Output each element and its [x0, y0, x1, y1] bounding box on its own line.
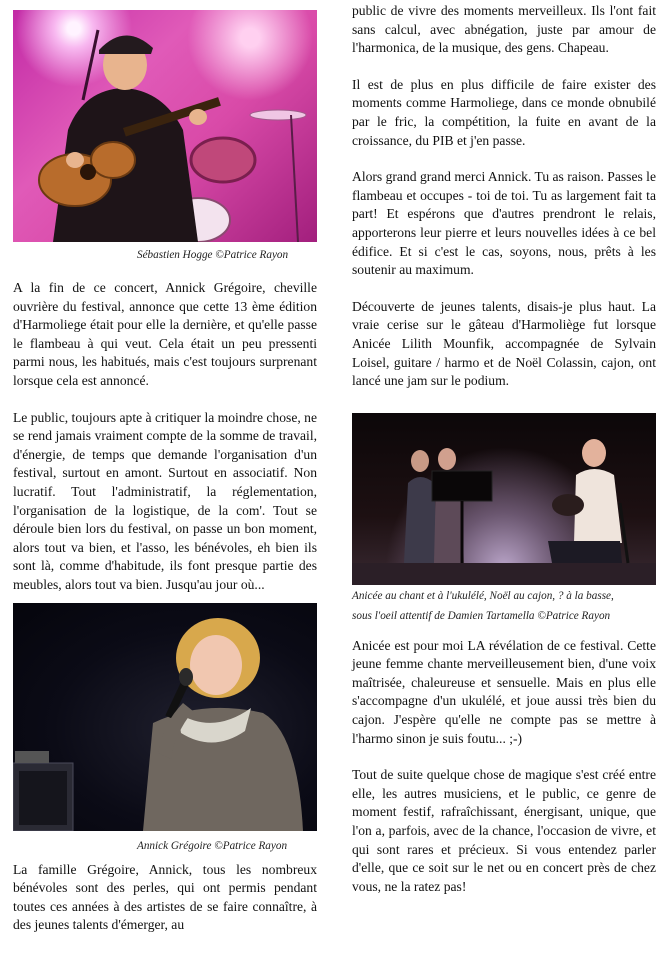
paragraph-difficult-times: Il est de plus en plus difficile de faire exister des moments comme Harmoliege, dans ce monde obnubilé par le fric, la compétition, la fuite en avant de la croissance, du PIB et j'en passe.: [352, 76, 656, 148]
paragraph-young-talents: Découverte de jeunes talents, disais-je plus haut. La vraie cerise sur le gâteau d'Harmoliège fut lorsque Anicée Lilith Mounfik, accompagnée de Sylvain Loisel, guitare / harmo et de Noël Colassin, cajon, ont lancé une jam sur le podium.: [352, 298, 656, 389]
right-column: [352, 2, 656, 896]
caption-anicee-band: [352, 589, 656, 623]
photo-annick-gregoire: [13, 603, 317, 831]
photo-annick-gregoire-illustration: [13, 603, 317, 831]
paragraph-public-work: Le public, toujours apte à critiquer la moindre chose, ne se rend jamais vraiment compte de la somme de travail, d'énergie, de temps que demande l'organisation d'un festival, surtout en amont. Surtout en associatif. Non lucratif. Tout l'administratif, la réglementation, l'organisation de la logistique, de la com'. Tout se déroule bien lors du festival, on passe un bon moment, alors tout va bien, et l'asso, les bénévoles, eh bien ils sont là, comme d'habitude, ils font presque partie des meubles, alors tout va bien. Jusqu'au jour où...: [13, 409, 317, 592]
photo-sebastien-hogge-illustration: [13, 10, 317, 242]
caption-anicee-band-line1: Anicée au chant et à l'ukulélé, Noël au cajon, ? à la basse,: [352, 589, 614, 602]
paragraph-thanks-annick: Alors grand grand merci Annick. Tu as raison. Passes le flambeau et occupes - toi de toi. Tu as largement fait ta part! Et espérons que d'autres prendront le relais, apporterons leur pierre et leurs nouvelles idées à ce bel édifice. Et si c'est le cas, soyons, nous, prêts à les soutenir au maximum.: [352, 169, 656, 278]
paragraph-magic-moment: Tout de suite quelque chose de magique s'est créé entre elle, les autres musiciens, et le public, ce genre de moment festif, rafraîchissant, énergisant, unique, que l'on a, parfois, avec de la chance, l'occasion de vivre, et qui sont rares et précieux. Si vous entendez parler d'elle, que ce soit sur le net ou en concert près de chez vous, ne la ratez pas!: [352, 767, 656, 894]
caption-annick-gregoire: Annick Grégoire ©Patrice Rayon: [137, 839, 288, 852]
paragraph-gregoire-family: La famille Grégoire, Annick, tous les nombreux bénévoles sont des perles, qui ont permis pendant toutes ces années à des artistes de se faire connaître, à des jeunes talents d'émerger, au: [13, 861, 317, 933]
photo-sebastien-hogge: [13, 10, 317, 242]
photo-anicee-band: [352, 413, 656, 585]
paragraph-anicee-revelation: Anicée est pour moi LA révélation de ce festival. Cette jeune femme chante merveilleusement bien, d'une voix maîtrisée, chaleureuse et sensuelle. Mais en plus elle s'accompagne d'un ukulélé, et joue aussi très bien du cajon. J'espère qu'elle ne compte pas se mettre à l'harmo sinon je suis foutu... ;-): [352, 637, 656, 746]
caption-anicee-band-line2: sous l'oeil attentif de Damien Tartamella ©Patrice Rayon: [352, 609, 611, 622]
paragraph-farewell: A la fin de ce concert, Annick Grégoire, cheville ouvrière du festival, annonce que cette 13 ème édition d'Harmoliege était pour elle la dernière, et qu'elle passe le flambeau à qui veut. Cela était un peu pressenti parmi nous, les habitués, mais c'est toujours surprenant lorsque cela est annoncé.: [13, 280, 317, 388]
left-column: [13, 10, 317, 935]
caption-sebastien-hogge: Sébastien Hogge ©Patrice Rayon: [137, 249, 289, 261]
photo-anicee-band-illustration: [352, 413, 656, 585]
paragraph-public-moments: public de vivre des moments merveilleux. Ils l'ont fait sans calcul, avec abnégation, juste par amour de l'harmonica, de la musique, des gens. Chapeau.: [352, 3, 656, 56]
